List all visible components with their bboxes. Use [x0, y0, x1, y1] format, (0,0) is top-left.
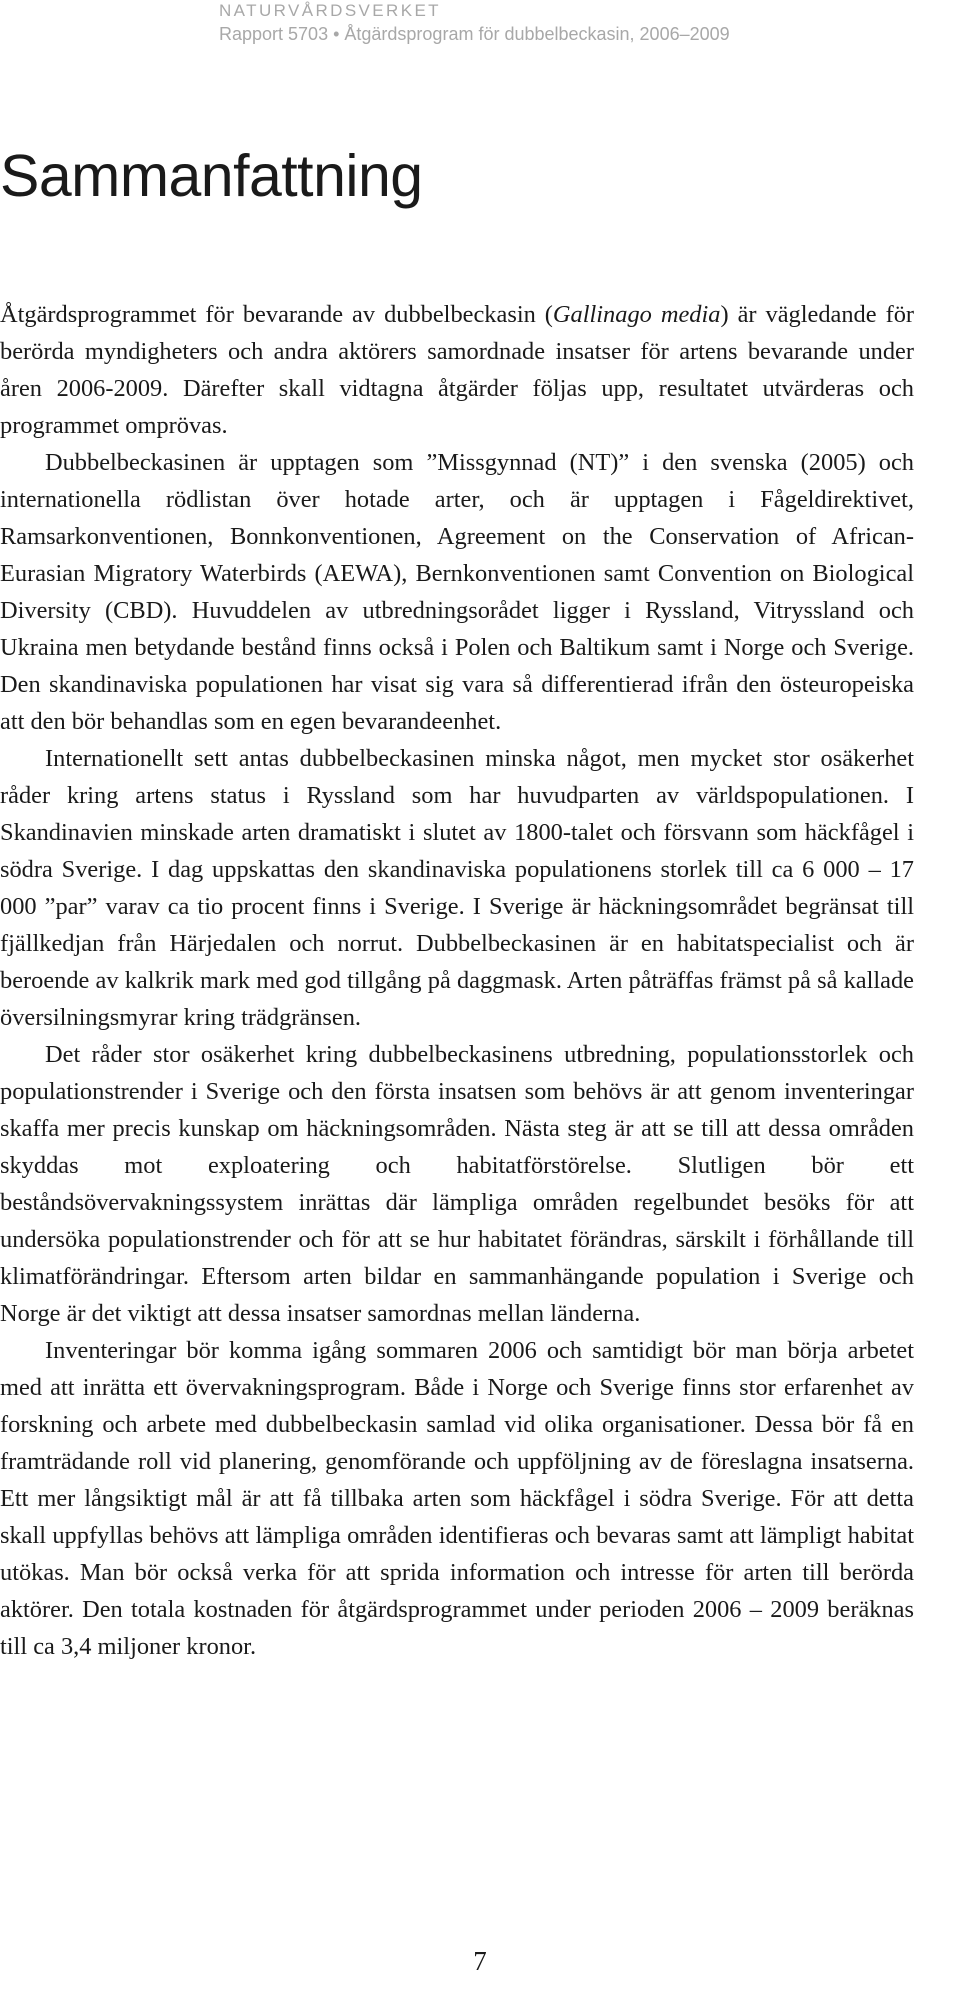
- publisher-name: NATURVÅRDSVERKET: [219, 1, 441, 20]
- paragraph-1-text-end: ) är vägledande för berörda myndigheters och andra aktörers samordnade insatser för artens bevarande under åren 2006-2009. Därefter skall vidtagna åtgärder följas upp, resultatet utvärderas och programmet omprövas.: [0, 301, 915, 439]
- species-name: Gallinago media: [552, 301, 721, 328]
- paragraph-2: Dubbelbeckasinen är upptagen som ”Missgynnad (NT)” i den svenska (2005) och internationella rödlistan över hotade arter, och är upptagen i Fågeldirektivet, Ramsarkonventionen, Bonnkonventionen, Agreement on the Conservation of African-Eurasian Migratory Waterbirds (AEWA), Bernkonventionen samt Convention on Biological Diversity (CBD). Huvuddelen av utbredningsorådet ligger i Ryssland, Vitryssland och Ukraina men betydande bestånd finns också i Polen och Baltikum samt i Norge och Sverige. Den skandinaviska populationen har visat sig vara så differentierad ifrån den östeuropeiska att den bör behandlas som en egen bevarandeenhet.: [0, 449, 914, 735]
- paragraph-1: [0, 296, 914, 444]
- paragraph-4: Det råder stor osäkerhet kring dubbelbeckasinens utbredning, populationsstorlek och populationstrender i Sverige och den första insatsen som behövs är att genom inventeringar skaffa mer precis kunskap om häckningsområden. Nästa steg är att se till att dessa områden skyddas mot exploatering och habitatförstörelse. Slutligen bör ett beståndsövervakningssystem inrättas där lämpliga områden regelbundet besöks för att undersöka populationstrender och för att se hur habitatet förändras, särskilt i förhållande till klimatförändringar. Eftersom arten bildar en sammanhängande population i Sverige och Norge är det viktigt att dessa insatser samordnas mellan länderna.: [0, 1041, 914, 1327]
- page-title: Sammanfattning: [0, 143, 423, 209]
- report-title: Rapport 5703 • Åtgärdsprogram för dubbelbeckasin, 2006–2009: [219, 24, 730, 44]
- body-text: [0, 296, 914, 1665]
- running-head: [219, 0, 739, 46]
- paragraph-1-text-start: Åtgärdsprogrammet för bevarande av dubbelbeckasin (: [0, 301, 553, 328]
- page-number: 7: [473, 1946, 487, 1976]
- paragraph-5: Inventeringar bör komma igång sommaren 2006 och samtidigt bör man börja arbetet med att inrätta ett övervakningsprogram. Både i Norge och Sverige finns stor erfarenhet av forskning och arbete med dubbelbeckasin samlad vid olika organisationer. Dessa bör få en framträdande roll vid planering, genomförande och uppföljning av de föreslagna insatserna. Ett mer långsiktigt mål är att få tillbaka arten som häckfågel i södra Sverige. För att detta skall uppfyllas behövs att lämpliga områden identifieras och bevaras samt att lämpligt habitat utökas. Man bör också verka för att sprida information och intresse för arten till berörda aktörer. Den totala kostnaden för åtgärdsprogrammet under perioden 2006 – 2009 beräknas till ca 3,4 miljoner kronor.: [0, 1337, 914, 1660]
- paragraph-3: Internationellt sett antas dubbelbeckasinen minska något, men mycket stor osäkerhet råder kring artens status i Ryssland som har huvudparten av världspopulationen. I Skandinavien minskade arten dramatiskt i slutet av 1800-talet och försvann som häckfågel i södra Sverige. I dag uppskattas den skandinaviska populationens storlek till ca 6 000 – 17 000 ”par” varav ca tio procent finns i Sverige. I Sverige är häckningsområdet begränsat till fjällkedjan från Härjedalen och norrut. Dubbelbeckasinen är en habitatspecialist och är beroende av kalkrik mark med god tillgång på daggmask. Arten påträffas främst på så kallade översilningsmyrar kring trädgränsen.: [0, 745, 914, 1031]
